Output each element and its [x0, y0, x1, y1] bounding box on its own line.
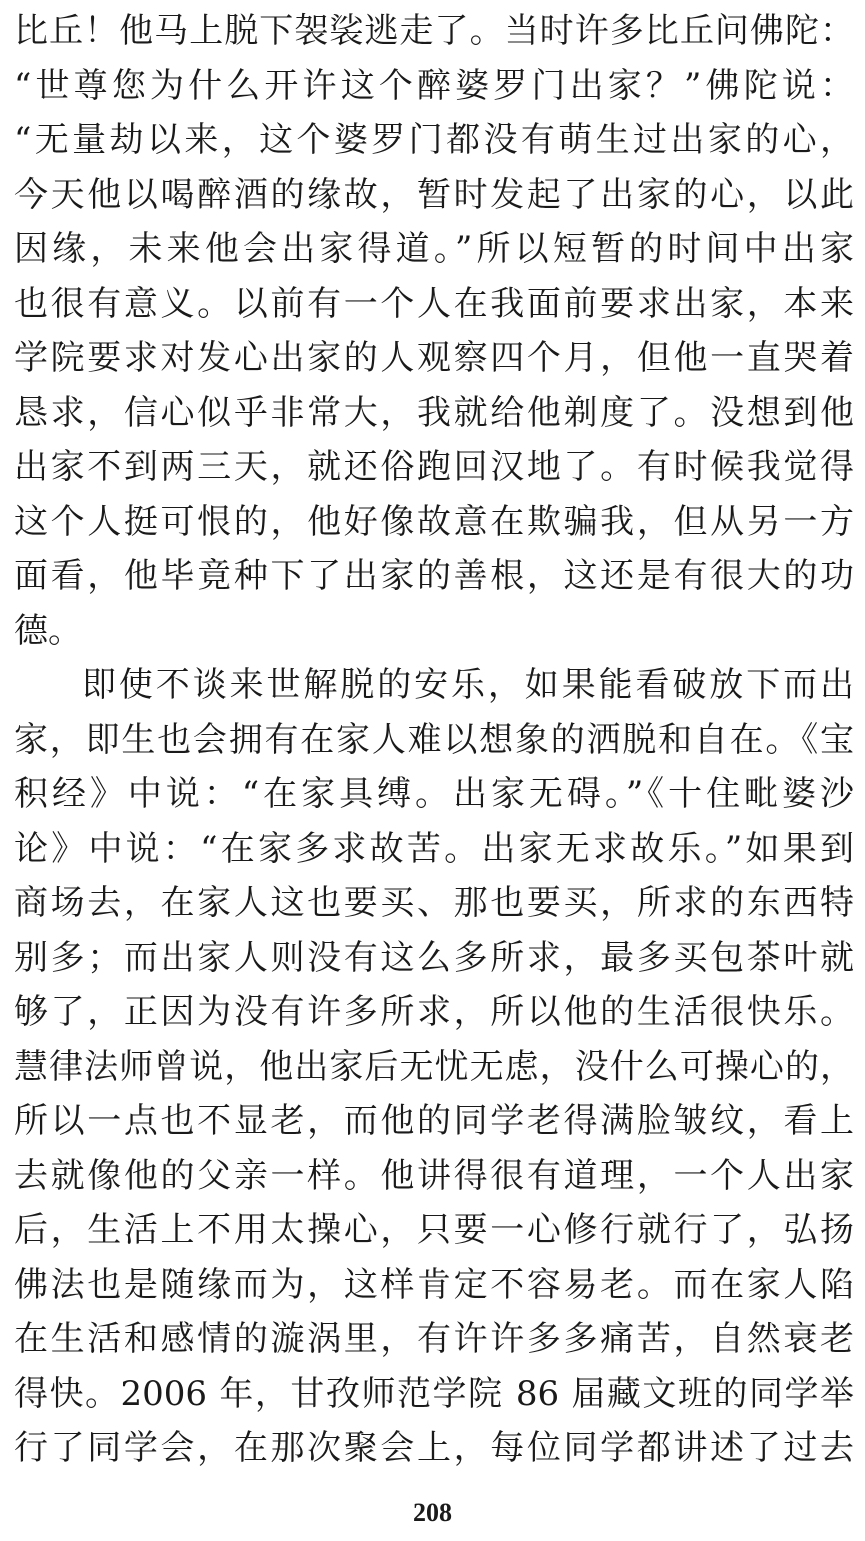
text-line: 出家不到两三天，就还俗跑回汉地了。有时候我觉得 — [14, 447, 854, 487]
text-line: “无量劫以来，这个婆罗门都没有萌生过出家的心， — [14, 120, 854, 160]
text-line: 面看，他毕竟种下了出家的善根，这还是有很大的功 — [14, 556, 854, 596]
text-line: 佛法也是随缘而为，这样肯定不容易老。而在家人陷 — [14, 1264, 854, 1305]
text-line: 恳求，信心似乎非常大，我就给他剃度了。没想到他 — [14, 392, 854, 433]
body-text — [14, 4, 854, 1476]
text-line: 别多；而出家人则没有这么多所求，最多买包茶叶就 — [14, 937, 854, 978]
text-line: “世尊您为什么开许这个醉婆罗门出家？”佛陀说： — [14, 65, 854, 106]
text-line: 比丘！他马上脱下袈裟逃走了。当时许多比丘问佛陀： — [14, 11, 854, 51]
text-line: 因缘，未来他会出家得道。”所以短暂的时间中出家 — [14, 229, 854, 269]
paragraph-first-line: 即使不谈来世解脱的安乐，如果能看破放下而出 — [82, 665, 854, 705]
paragraph-end-line: 德。 — [14, 610, 82, 651]
text-line: 够了，正因为没有许多所求，所以他的生活很快乐。 — [14, 992, 854, 1032]
text-line: 后，生活上不用太操心，只要一心修行就行了，弘扬 — [14, 1210, 854, 1250]
text-line: 积经》中说：“在家具缚。出家无碍。”《十住毗婆沙 — [14, 774, 854, 814]
text-line: 也很有意义。以前有一个人在我面前要求出家，本来 — [14, 283, 854, 324]
text-line: 这个人挺可恨的，他好像故意在欺骗我，但从另一方 — [14, 501, 854, 542]
text-line: 今天他以喝醉酒的缘故，暂时发起了出家的心，以此 — [14, 174, 854, 215]
text-line: 学院要求对发心出家的人观察四个月，但他一直哭着 — [14, 338, 854, 378]
text-line: 慧律法师曾说，他出家后无忧无虑，没什么可操心的， — [14, 1046, 854, 1087]
text-line: 在生活和感情的漩涡里，有许许多多痛苦，自然衰老 — [14, 1319, 854, 1359]
text-line: 商场去，在家人这也要买、那也要买，所求的东西特 — [14, 883, 854, 923]
text-line: 所以一点也不显老，而他的同学老得满脸皱纹，看上 — [14, 1101, 854, 1141]
text-line: 论》中说：“在家多求故苦。出家无求故乐。”如果到 — [14, 828, 854, 869]
page-number: 208 — [413, 1498, 452, 1527]
text-line: 行了同学会，在那次聚会上，每位同学都讲述了过去 — [14, 1428, 854, 1468]
text-line: 得快。2006 年，甘孜师范学院 86 届藏文班的同学举 — [14, 1373, 854, 1414]
text-line: 去就像他的父亲一样。他讲得很有道理，一个人出家 — [14, 1155, 854, 1196]
text-line: 家，即生也会拥有在家人难以想象的洒脱和自在。《宝 — [14, 719, 854, 760]
